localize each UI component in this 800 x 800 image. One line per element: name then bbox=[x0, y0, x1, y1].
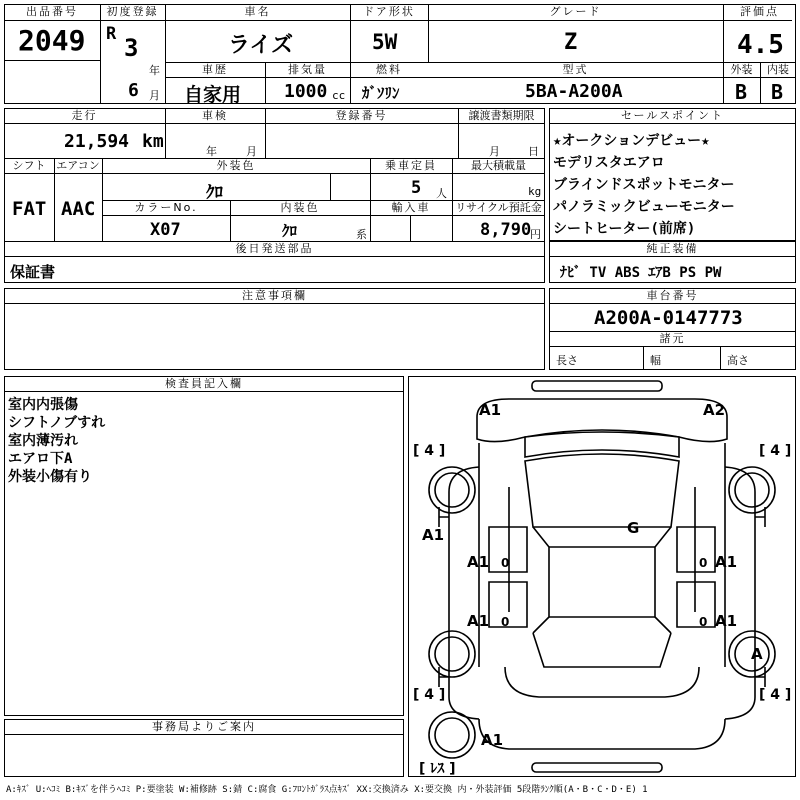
sales-point: シートヒーター(前席) bbox=[553, 221, 696, 237]
interior-grade: B bbox=[771, 80, 784, 104]
mileage: 21,594 bbox=[64, 131, 130, 152]
insp-year-unit: 年 bbox=[206, 145, 217, 158]
ac-label: エアコン bbox=[56, 159, 100, 172]
damage-mark: A1 bbox=[467, 612, 490, 630]
door-type: 5W bbox=[372, 30, 398, 54]
ext-color: ｸﾛ bbox=[206, 183, 223, 203]
history: 自家用 bbox=[184, 84, 242, 106]
recycle-label: リサイクル預託金 bbox=[455, 201, 542, 214]
inspector-line: 外装小傷有り bbox=[8, 469, 92, 485]
recycle-unit: 円 bbox=[530, 228, 541, 241]
exterior-grade: B bbox=[735, 80, 748, 104]
door-label: ドア形状 bbox=[363, 5, 415, 18]
interior-label: 内装 bbox=[767, 63, 789, 76]
grade-label: グレード bbox=[549, 5, 602, 18]
first-reg-label: 初度登録 bbox=[106, 5, 159, 18]
shift-label: シフト bbox=[12, 159, 46, 172]
car-diagram-svg bbox=[409, 377, 795, 776]
inspector-line: 室内薄汚れ bbox=[8, 433, 78, 449]
sales-point: ブラインドスポットモニター bbox=[553, 177, 735, 193]
zero-mark: 0 bbox=[699, 556, 708, 570]
reg-year: 3 bbox=[124, 34, 139, 62]
damage-mark: A1 bbox=[467, 553, 490, 571]
chassis-label: 車台番号 bbox=[646, 289, 699, 302]
transfer-month-unit: 月 bbox=[489, 145, 500, 158]
equipment: ﾅﾋﾞ TV ABS ｴｱB PS PW bbox=[560, 265, 722, 281]
office-label: 事務局よりご案内 bbox=[152, 720, 256, 733]
sales-point: ★オークションデビュー★ bbox=[553, 133, 710, 149]
damage-mark: A1 bbox=[715, 553, 738, 571]
lot-label: 出品番号 bbox=[26, 5, 78, 18]
max-load-label: 最大積載量 bbox=[471, 159, 526, 172]
exterior-label: 外装 bbox=[730, 63, 753, 76]
tire-depth: [ 4 ] bbox=[413, 687, 446, 703]
tire-depth: [ 4 ] bbox=[759, 687, 792, 703]
zero-mark: 0 bbox=[699, 615, 708, 629]
sales-point: モデリスタエアロ bbox=[553, 155, 665, 171]
inspector-label: 検査員記入欄 bbox=[165, 377, 243, 390]
transfer-day-unit: 日 bbox=[528, 145, 539, 158]
month-unit: 月 bbox=[149, 89, 160, 102]
color-no-label: カラーNo. bbox=[134, 201, 198, 214]
damage-diagram bbox=[408, 376, 796, 777]
int-color-label: 内装色 bbox=[280, 201, 320, 214]
fuel: ｶﾞｿﾘﾝ bbox=[362, 84, 400, 102]
equipment-label: 純正装備 bbox=[646, 242, 699, 255]
capacity-label: 乗車定員 bbox=[385, 159, 437, 172]
shift: FAT bbox=[12, 198, 47, 220]
legend: A:ｷｽﾞ U:ﾍｺﾐ B:ｷｽﾞを伴うﾍｺﾐ P:要塗装 W:補修跡 S:錆 C:腐食 G:ﾌﾛﾝﾄｶﾞﾗｽ点ｷｽﾞ XX:交換済み X:要交換 内・外装評価 5段階ﾗﾝｸ順(A・B・C・D・E) 1 bbox=[6, 785, 648, 795]
lot-number: 2049 bbox=[18, 24, 86, 57]
mileage-unit: km bbox=[142, 131, 164, 152]
length-label: 長さ bbox=[556, 354, 578, 367]
era: R bbox=[106, 24, 117, 44]
displacement: 1000 bbox=[284, 81, 328, 102]
int-color: ｸﾛ bbox=[282, 222, 298, 240]
capacity: 5 bbox=[411, 178, 422, 198]
top-info-block bbox=[4, 4, 796, 104]
recycle-fee: 8,790 bbox=[480, 220, 532, 240]
color-no: X07 bbox=[150, 220, 181, 240]
reg-no-label: 登録番号 bbox=[335, 109, 388, 122]
damage-mark: A1 bbox=[422, 526, 445, 544]
mileage-label: 走行 bbox=[71, 109, 98, 122]
inspector-line: シフトノブすれ bbox=[8, 415, 106, 431]
capacity-unit: 人 bbox=[436, 187, 447, 200]
tire-depth: [ 4 ] bbox=[413, 443, 446, 459]
damage-mark: G bbox=[627, 519, 640, 537]
inspector-line: 室内内張傷 bbox=[8, 397, 78, 413]
grade: Z bbox=[564, 30, 578, 55]
damage-mark: A1 bbox=[479, 401, 502, 419]
sales-points-label: セールスポイント bbox=[620, 109, 724, 122]
tire-depth: [ ﾚｽ ] bbox=[419, 761, 456, 776]
damage-mark: A bbox=[751, 645, 763, 663]
ac: AAC bbox=[61, 198, 96, 220]
car-name: ライズ bbox=[228, 33, 294, 58]
ext-color-label: 外装色 bbox=[216, 159, 256, 172]
inspection-label: 車検 bbox=[202, 109, 228, 122]
history-label: 車歴 bbox=[202, 63, 228, 76]
chassis-number: A200A-0147773 bbox=[594, 307, 743, 329]
later-parts-label: 後日発送部品 bbox=[235, 242, 314, 255]
max-load-unit: kg bbox=[528, 185, 542, 198]
damage-mark: A2 bbox=[703, 401, 726, 419]
transfer-label: 譲渡書類期限 bbox=[468, 109, 535, 122]
insp-month-unit: 月 bbox=[246, 145, 257, 158]
model-code: 5BA-A200A bbox=[525, 81, 623, 102]
model-label: 型式 bbox=[562, 63, 589, 76]
year-unit: 年 bbox=[149, 64, 160, 77]
tire-depth: [ 4 ] bbox=[759, 443, 792, 459]
width-label: 幅 bbox=[650, 354, 661, 367]
inspector-line: エアロ下A bbox=[8, 451, 73, 467]
damage-mark: A1 bbox=[715, 612, 738, 630]
fuel-label: 燃料 bbox=[376, 63, 402, 76]
score: 4.5 bbox=[737, 30, 784, 60]
notes-label: 注意事項欄 bbox=[242, 289, 307, 302]
damage-mark: A1 bbox=[481, 731, 504, 749]
import-label: 輸入車 bbox=[391, 201, 431, 214]
height-label: 高さ bbox=[727, 354, 749, 367]
later-parts: 保証書 bbox=[10, 263, 56, 281]
cc-unit: cc bbox=[332, 89, 346, 102]
int-color-unit: 系 bbox=[356, 228, 367, 241]
car-name-label: 車名 bbox=[244, 5, 271, 18]
score-label: 評価点 bbox=[740, 5, 779, 18]
reg-month: 6 bbox=[128, 80, 139, 101]
displacement-label: 排気量 bbox=[288, 63, 327, 76]
sales-point: パノラミックビューモニター bbox=[553, 199, 735, 215]
specs-label: 諸元 bbox=[659, 332, 686, 345]
zero-mark: 0 bbox=[501, 556, 510, 570]
zero-mark: 0 bbox=[501, 615, 510, 629]
